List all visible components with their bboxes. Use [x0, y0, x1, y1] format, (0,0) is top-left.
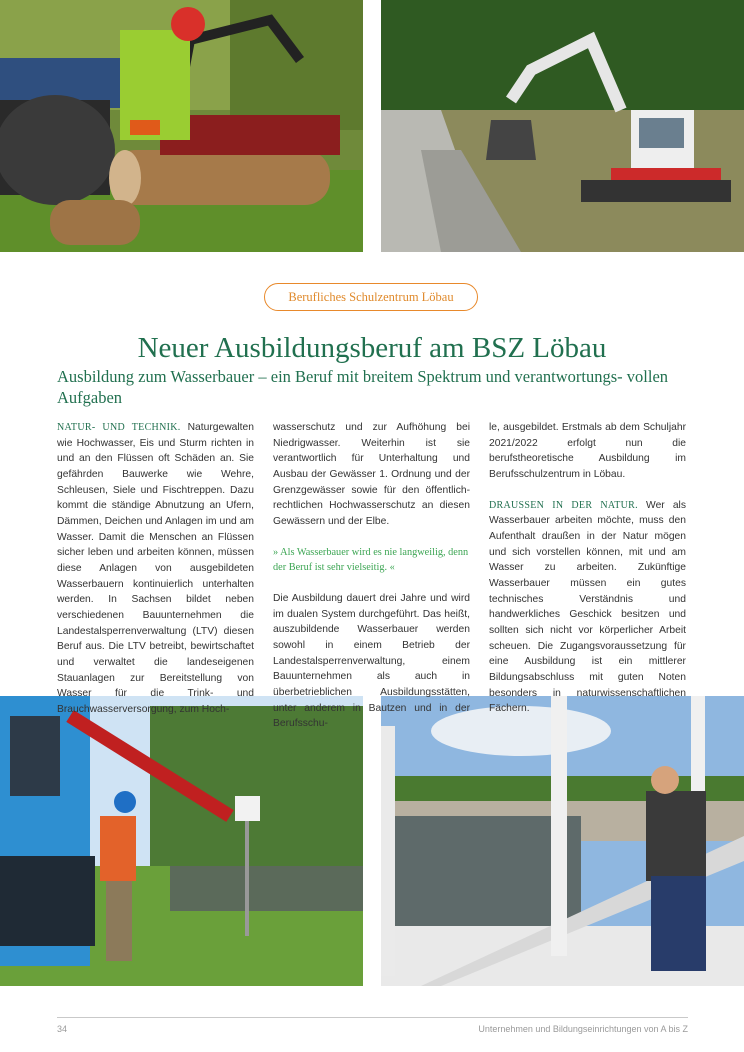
photo-excavator-riverbank — [381, 0, 744, 252]
photo-worker-at-weir-railing — [381, 696, 744, 986]
paragraph-text: wasserschutz und zur Aufhöhung bei Niedrigwasser. Weiterhin ist sie verantwortlich für Unterhaltung und Ausbau der Gewässer 1. Ordnung und der Grenzgewässer sowie für den öffentlich-rechtlichen Hochwasserschutz an diesen Gewässern und der Elbe. — [273, 422, 470, 527]
article-column-2 — [273, 420, 470, 732]
article-column-1 — [57, 420, 254, 717]
photo-forestry-worker-cutting-log — [0, 0, 363, 252]
page-number: 34 — [57, 1024, 68, 1034]
section-kicker-outdoors: DRAUSSEN IN DER NATUR. — [489, 499, 638, 511]
photo-worker-with-truck-crane — [0, 696, 363, 986]
article-subheadline: Ausbildung zum Wasserbauer – ein Beruf mit breitem Spektrum und verantwortungs- vollen Aufgaben — [57, 367, 669, 407]
footer-divider — [57, 1017, 688, 1018]
paragraph-text: Die Ausbildung dauert drei Jahre und wird im dualen System durchgeführt. Das heißt, auszubildende Wasserbauer werden sowohl in einem Betrieb der Landestalsperrenverwaltung, einem Bauunternehmen als auch in überbetrieblichen Ausbildungsstätten, unter anderem in Bautzen und in der Berufsschu- — [273, 592, 470, 730]
paragraph-intro — [57, 420, 254, 717]
article-column-3 — [489, 420, 686, 717]
paragraph-text: Wer als Wasserbauer arbeiten möchte, muss den Aufenthalt draußen in der Natur mögen und sich vorstellen können, mit und am Wasser zu arbeiten. Zukünftige Wasserbauer müssen ein gutes technisches Verständnis und handwerkliches Geschick besitzen und sollten sich nicht vor körperlicher Arbeit scheuen. Die Zugangsvoraussetzung für eine Ausbildung ist ein mittlerer Bildungsabschluss mit guten Noten besonders in naturwissenschaftlichen Fächern. — [489, 499, 686, 715]
paragraph-text: Naturgewalten wie Hochwasser, Eis und Sturm richten in und an den Flüssen oft Schäden an. Sie gefährden Bauwerke wie Wehre, Schleusen, Siele und Fischtreppen. Dazu kommt die ständige Abnutzung an Ufern, Dämmen, Deichen und Anlagen im und am Wasser. Damit die Menschen an Flüssen sicher leben und arbeiten können, müssen diese Anlagen von ausgebildeten Wasserbauern kontinuierlich unterhalten werden. In Sachsen bildet neben verschiedenen Bauunternehmen die Landestalsperrenverwaltung (LTV) diesen Beruf aus. Die LTV betreibt, bewirtschaftet und verwaltet die landeseigenen Stauanlagen zur Bereitstellung von Wasser für die Trink- und Brauchwasserversorgung, zum Hoch- — [57, 422, 254, 715]
pull-quote: » Als Wasserbauer wird es nie langweilig, denn der Beruf ist sehr vielseitig. « — [273, 546, 469, 574]
article-headline: Neuer Ausbildungsberuf am BSZ Löbau — [137, 332, 607, 364]
paragraph-text: le, ausgebildet. Erstmals ab dem Schuljahr 2021/2022 erfolgt nun die berufstheoretische Ausbildung im Berufsschulzentrum in Löbau. — [489, 422, 686, 480]
section-kicker-nature-technology: NATUR- UND TECHNIK. — [57, 422, 181, 433]
paragraph-spacer — [489, 483, 686, 498]
school-badge: Berufliches Schulzentrum Löbau — [264, 283, 478, 311]
publication-title: Unternehmen und Bildungseinrichtungen von A bis Z — [478, 1024, 688, 1034]
paragraph-outdoors — [489, 498, 686, 717]
